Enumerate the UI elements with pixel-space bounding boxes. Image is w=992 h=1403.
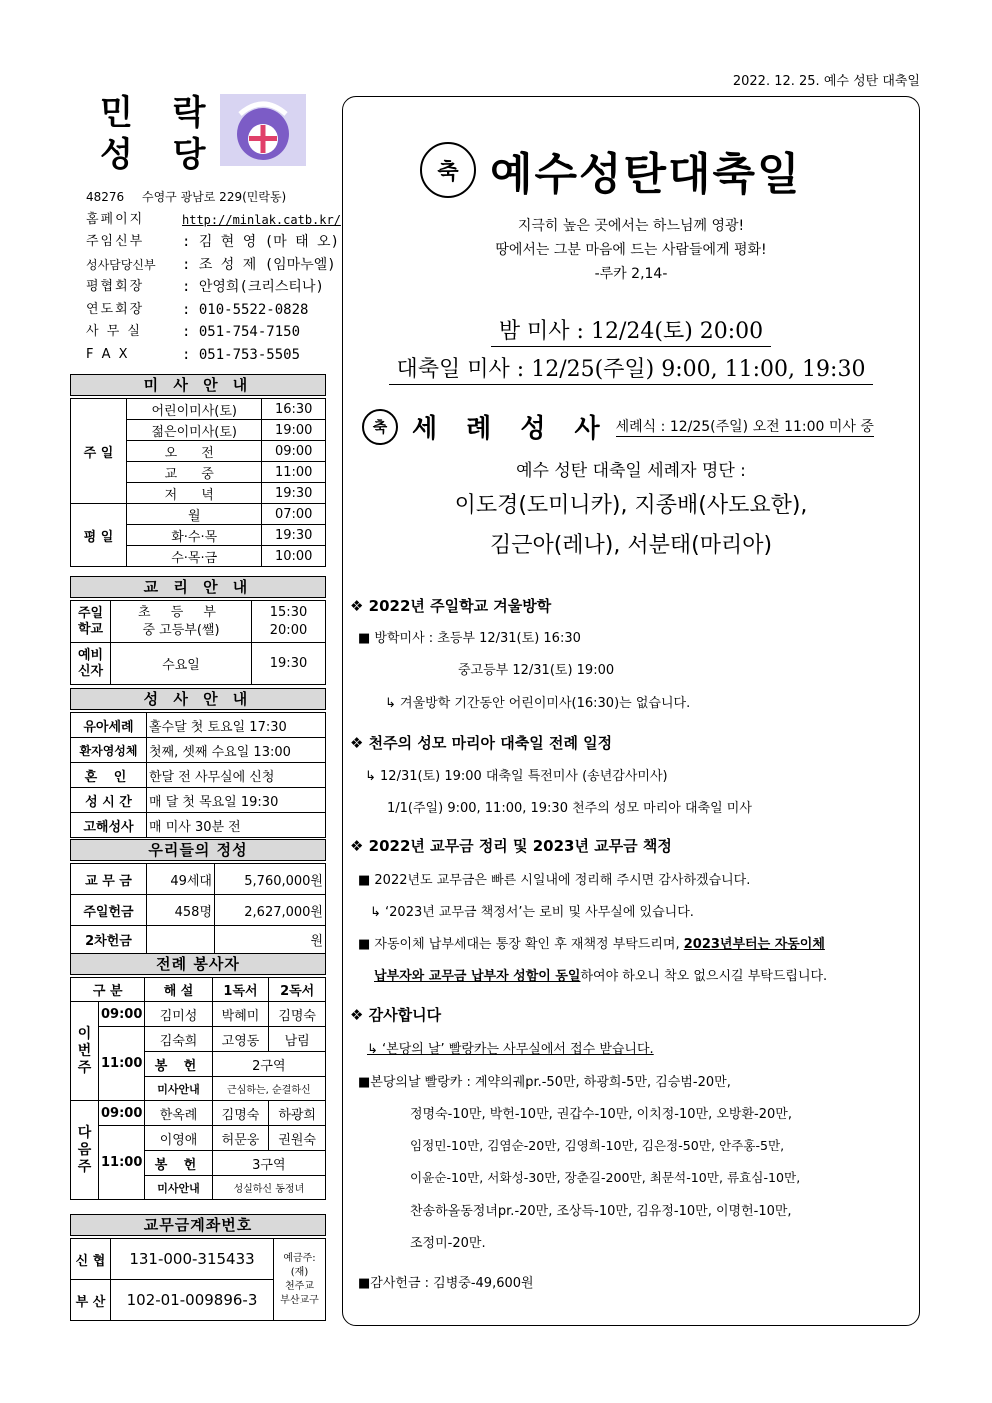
- section-winter-break: ❖ 2022년 주일학교 겨울방학: [350, 597, 552, 615]
- catechism-table: 주일 학교 초 등 부 중 고등부(쌜) 15:30 20:00 예비 신자 수요일 19:30: [70, 600, 326, 685]
- verse-line-2: 땅에서는 그분 마음에 드는 사람들에게 평화!: [495, 242, 767, 258]
- baptism-names-1: 이도경(도미니카), 지종배(사도요한),: [454, 493, 808, 518]
- section-mary-feast: ❖ 천주의 성모 마리아 대축일 전례 일정: [350, 734, 613, 752]
- baptism-list-label: 예수 성탄 대축일 세례자 명단 :: [516, 461, 746, 481]
- sacrament-title: 성 사 안 내: [70, 688, 326, 710]
- mass-table: 주 일 어린이미사(토) 16:30 젊은이미사(토) 19:00 오 전 09:00 교 중 11:00 저 녁 19:30 평 일 월 07:00 화·수·목 19:30 수·목·금 10:00: [70, 398, 326, 567]
- mass-guide-title: 미 사 안 내: [70, 374, 326, 396]
- issue-date: 2022. 12. 25. 예수 성탄 대축일: [732, 74, 920, 89]
- day-mass: 대축일 미사 : 12/25(주일) 9:00, 11:00, 19:30: [342, 352, 920, 383]
- verse-ref: -루카 2,14-: [594, 266, 668, 282]
- parish-name: 민 락 성 당: [100, 93, 220, 175]
- account-table: 신 협 131-000-315433 예금주: (재) 천주교 부산교구 부 산 102-01-009896-3: [70, 1238, 326, 1321]
- parish-info: 48276 수영구 광남로 229(민락동) 홈페이지 http://minlak.catb.kr/ 주임신부 : 김 현 영 (마 태 오) 성사담당신부 : 조 성 제 (임마누엘) 평협회장 : 안영희(크리스티나) 연도회장 : 010-5522-0828 사 무 실 : 051-754-7150 F A X : 051-753-5505: [86, 190, 341, 363]
- baptism-header: 축 세 례 성 사 세례식 : 12/25(주일) 오전 11:00 미사 중: [362, 408, 912, 445]
- feast-title: 축 예수성탄대축일: [420, 138, 860, 202]
- account-title: 교무금계좌번호: [70, 1214, 326, 1236]
- sacrament-table: 유아세례 홀수달 첫 토요일 17:30 환자영성체 첫째, 셋째 수요일 13:00 혼 인 한달 전 사무실에 신청 성 시 간 매 달 첫 목요일 19:30 고해성사 매 미사 30분 전: [70, 712, 326, 838]
- baptism-names-2: 김근아(레나), 서분태(마리아): [489, 533, 773, 558]
- offering-title: 우리들의 정성: [70, 839, 326, 861]
- servers-title: 전례 봉사자: [70, 953, 326, 975]
- homepage-link[interactable]: http://minlak.catb.kr/: [182, 212, 341, 227]
- offering-table: 교 무 금 49세대 5,760,000원 주일헌금 458명 2,627,000원 2차헌금 원: [70, 863, 326, 954]
- section-dues: ❖ 2022년 교무금 정리 및 2023년 교무금 책정: [350, 837, 672, 855]
- celebration-badge-small-icon: 축: [362, 409, 398, 445]
- parish-logo-icon: [220, 94, 306, 166]
- celebration-badge-icon: 축: [420, 142, 476, 198]
- night-mass: 밤 미사 : 12/24(토) 20:00: [342, 314, 920, 345]
- verse-line-1: 지극히 높은 곳에서는 하느님께 영광!: [517, 218, 745, 234]
- servers-table: 구 분 해 설 1독서 2독서 이 번 주 09:00 김미성 박혜미 김명숙 11:00 김숙희 고영동 남림 봉 헌 2구역 미사안내 근심하는, 순결하신 다 음 주 09:00 한옥례 김명숙 하광희 11:00 이영애 허문웅 권원숙 봉 헌 3구역 미사안내 성실하신 동정녀: [70, 977, 326, 1200]
- section-thanks: ❖ 감사합니다: [350, 1006, 442, 1024]
- catechism-title: 교 리 안 내: [70, 576, 326, 598]
